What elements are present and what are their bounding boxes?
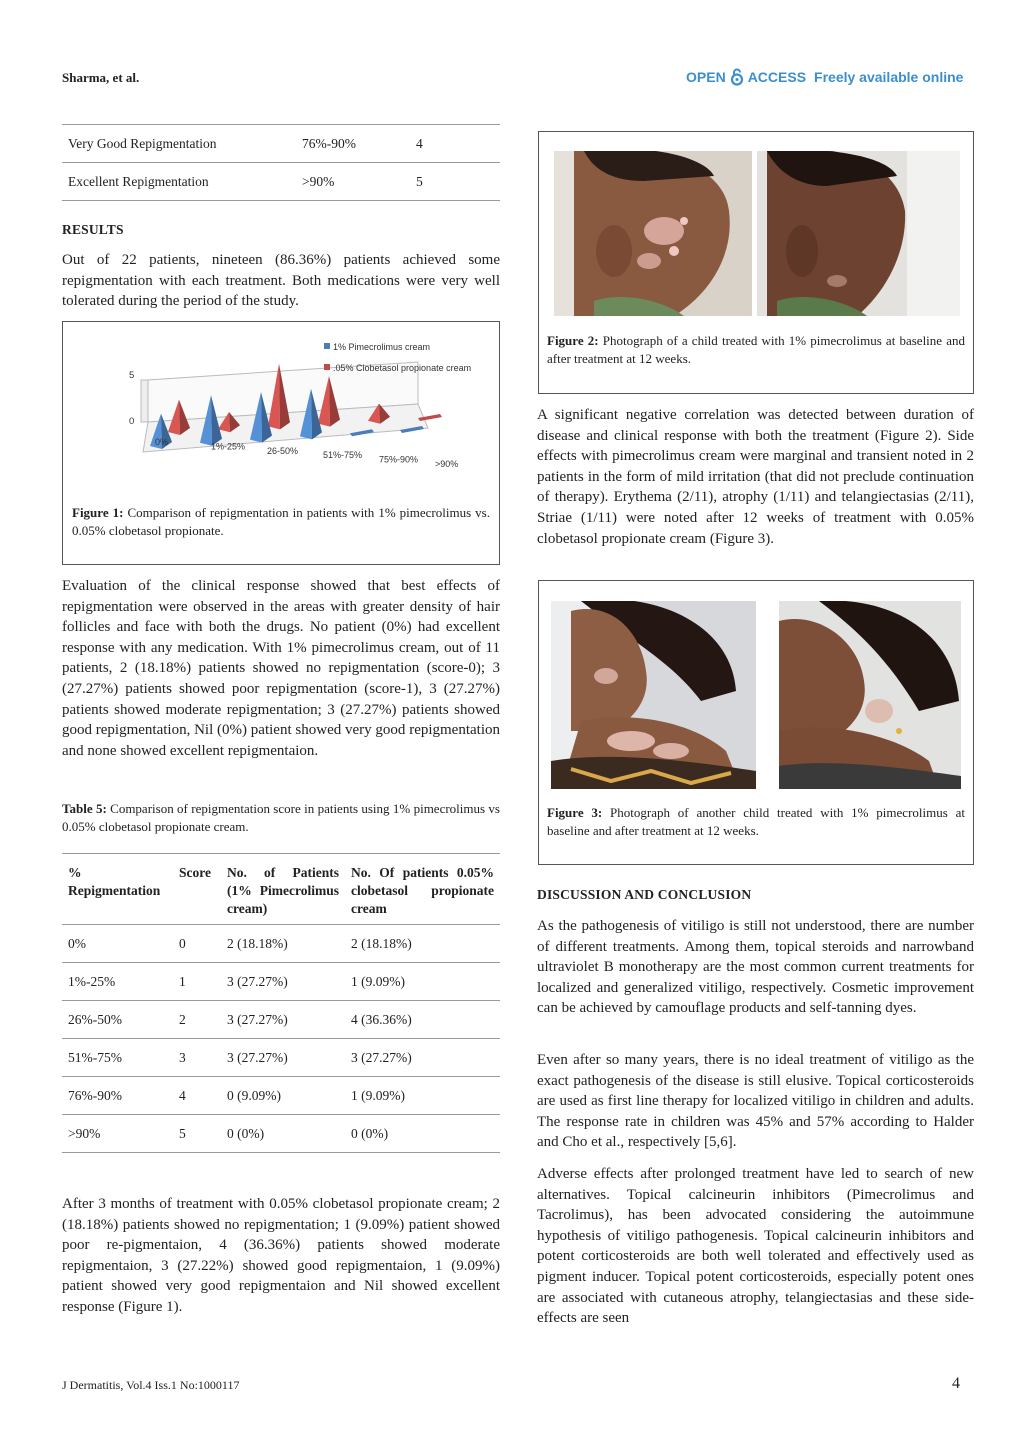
figure-3-caption: [547, 804, 965, 840]
table-row: [62, 163, 500, 201]
table-cell: 3 (27.27%): [221, 963, 345, 1001]
column-header: Score: [173, 854, 221, 925]
results-paragraph-3: After 3 months of treatment with 0.05% clobetasol propionate cream; 2 (18.18%) patients showed no repigmentation; 1 (9.09%) patient showed poor re-pigmentaion, 4 (36.36%) patients showed moderate repigmentaion, 3 (27.22%) showed good repigmentaion, 1 (9.09%) patient showed very good repigmentaion and Nil showed excellent response (Figure 1).: [62, 1196, 500, 1315]
figure-3-box: [538, 580, 974, 865]
table-cell: 3 (27.27%): [221, 1001, 345, 1039]
table-cell: 51%-75%: [62, 1039, 173, 1077]
figure-1-caption: [72, 504, 490, 540]
table-cell: 4: [410, 125, 500, 163]
chart-side-wall: [141, 380, 148, 422]
column-header: % Repigmentation: [62, 854, 173, 925]
table-cell: 2: [173, 1001, 221, 1039]
figure-1-box: [62, 321, 500, 565]
column-header: No. of Patients (1% Pimecrolimus cream): [221, 854, 345, 925]
discussion-paragraph-2: Even after so many years, there is no ideal treatment of vitiligo as the exact pathogenesis of the disease is still elusive. Topical corticosteroids are used as first line therapy for localized vitiligo in children and adults. The response rate in children was 45% and 57% according to Halder and Cho et al., respectively [5,6].: [537, 1052, 974, 1151]
table-cell: 0 (0%): [221, 1115, 345, 1153]
table-row: [62, 963, 500, 1001]
figure-2-label: Figure 2:: [547, 333, 599, 348]
y-tick-label: 5: [129, 370, 135, 381]
discussion-heading: DISCUSSION AND CONCLUSION: [537, 887, 752, 902]
repigmentation-chart: [63, 322, 499, 497]
table-5-caption: [62, 800, 500, 836]
journal-footer: J Dermatitis, Vol.4 Iss.1 No:1000117: [62, 1378, 240, 1392]
table-cell: 0 (9.09%): [221, 1077, 345, 1115]
table-5: [62, 853, 500, 1153]
photo-baseline-child-neck: [551, 601, 756, 789]
table-cell: 3: [173, 1039, 221, 1077]
table-cell: >90%: [62, 1115, 173, 1153]
oa-access-label: ACCESS: [747, 69, 807, 85]
table-cell: 5: [410, 163, 500, 201]
legend-swatch: [324, 364, 330, 370]
photo-after-child-face: [757, 151, 960, 316]
discussion-paragraph-3: Adverse effects after prolonged treatment have led to search of new alternatives. Topical calcineurin inhibitors (Pimecrolimus and Tacrolimus), has been advocated considering the autoimmune hypothesis of vitiligo pathogenesis. Topical calcineurin inhibitors and potent corticosteroids are both well tolerated and effectively used as pigment inducer. Topical potent corticosteroids, especially potent ones are associated with cutaneous atrophy, telangiectasias and these side-effects are seen: [537, 1166, 974, 1327]
x-tick-label: 0%: [155, 437, 169, 447]
table-header-row: [62, 854, 500, 925]
table-cell: 3 (27.27%): [221, 1039, 345, 1077]
figure-1-caption-text: Comparison of repigmentation in patients with 1% pimecrolimus vs. 0.05% clobetasol propionate.: [72, 505, 490, 538]
table-cell: 0%: [62, 925, 173, 963]
table-cell: 4: [173, 1077, 221, 1115]
table-cell: 1%-25%: [62, 963, 173, 1001]
x-tick-label: 26-50%: [267, 445, 299, 456]
table-cell: 0: [173, 925, 221, 963]
figure-1-label: Figure 1:: [72, 505, 124, 520]
table-cell: Excellent Repigmentation: [62, 163, 296, 201]
photo-baseline-child-face: [554, 151, 752, 316]
discussion-paragraph-1: As the pathogenesis of vitiligo is still not understood, there are number of different treatments. Among them, topical steroids and narrowband ultraviolet B monotherapy are the most common current treatments for localized and generalized vitiligo, respectively. Cosmetic improvement can be achieved by camouflage products and self-tanning dyes.: [537, 918, 974, 1017]
figure-3-caption-text: Photograph of another child treated with 1% pimecrolimus at baseline and after treatment at 12 weeks.: [547, 805, 965, 838]
figure-2-caption-text: Photograph of a child treated with 1% pimecrolimus at baseline and after treatment at 12 weeks.: [547, 333, 965, 366]
table-cell: 76%-90%: [62, 1077, 173, 1115]
legend-entry: 1% Pimecrolimus cream: [333, 342, 431, 352]
table-5-caption-text: Comparison of repigmentation score in patients using 1% pimecrolimus vs 0.05% clobetasol propionate cream.: [62, 801, 500, 834]
table-row: [62, 1077, 500, 1115]
legend-entry: .05% Clobetasol propionate cream: [333, 363, 472, 373]
figure-2-box: [538, 131, 974, 394]
results-paragraph-1: Out of 22 patients, nineteen (86.36%) patients achieved some repigmentation with each treatment. Both medications were very well tolerated during the period of the study.: [62, 252, 500, 310]
results-heading: RESULTS: [62, 222, 124, 237]
table-cell: 76%-90%: [296, 125, 410, 163]
table-row: [62, 925, 500, 963]
table-cell: Very Good Repigmentation: [62, 125, 296, 163]
table-row: [62, 1039, 500, 1077]
x-tick-label: 1%-25%: [211, 441, 246, 452]
table-cell: 1 (9.09%): [345, 963, 500, 1001]
open-access-badge: [686, 68, 963, 86]
table-cell: 3 (27.27%): [345, 1039, 500, 1077]
table-cell: 0 (0%): [345, 1115, 500, 1153]
figure-2-caption: [547, 332, 965, 368]
table-cell: 2 (18.18%): [221, 925, 345, 963]
results-paragraph-2: Evaluation of the clinical response showed that best effects of repigmentation were observed in the areas with greater density of hair follicles and face with both the drugs. No patient (0%) had excellent response with any medication. With 1% pimecrolimus cream, out of 11 patients, 2 (18.18%) patients showed no repigmentation (score-0); 3 (27.27%) patients showed poor repigmentation (score-1), 3 (27.27%) patients showed moderate repigmentation; 3 (27.27%) patients showed good repigmentation, Nil (0%) patient showed very good repigmentation and none showed excellent repigmentaion.: [62, 578, 500, 759]
right-paragraph-1: A significant negative correlation was detected between duration of disease and clinical response with both the treatment (Figure 2). Side effects with pimecrolimus cream were marginal and transient noted in 2 patients in the form of mild irritation (that did not preclude continuation of therapy). Erythema (2/11), atrophy (1/11) and telangiectasias (2/11), Striae (1/11) were noted after 12 weeks of treatment with 0.05% clobetasol propionate cream (Figure 3).: [537, 407, 974, 547]
y-tick-label: 0: [129, 416, 135, 427]
page-number: 4: [952, 1375, 960, 1392]
table-cell: >90%: [296, 163, 410, 201]
x-tick-label: 75%-90%: [379, 454, 419, 465]
table-cell: 26%-50%: [62, 1001, 173, 1039]
table-5-label: Table 5:: [62, 801, 107, 816]
table-cell: 5: [173, 1115, 221, 1153]
table-cell: 4 (36.36%): [345, 1001, 500, 1039]
table-4-continuation: [62, 124, 500, 201]
table-cell: 1: [173, 963, 221, 1001]
table-cell: 1 (9.09%): [345, 1077, 500, 1115]
column-header: No. Of patients 0.05% clobetasol propionate cream: [345, 854, 500, 925]
oa-open-label: OPEN: [686, 69, 726, 85]
oa-free-label: Freely available online: [814, 69, 964, 85]
table-row: [62, 1115, 500, 1153]
x-tick-label: >90%: [435, 459, 459, 469]
running-author: Sharma, et al.: [62, 70, 140, 85]
x-tick-label: 51%-75%: [323, 450, 363, 461]
open-lock-icon: [730, 68, 744, 86]
photo-after-child-neck: [779, 601, 961, 789]
legend-swatch: [324, 343, 330, 349]
table-row: [62, 1001, 500, 1039]
table-row: [62, 125, 500, 163]
figure-3-label: Figure 3:: [547, 805, 603, 820]
table-cell: 2 (18.18%): [345, 925, 500, 963]
